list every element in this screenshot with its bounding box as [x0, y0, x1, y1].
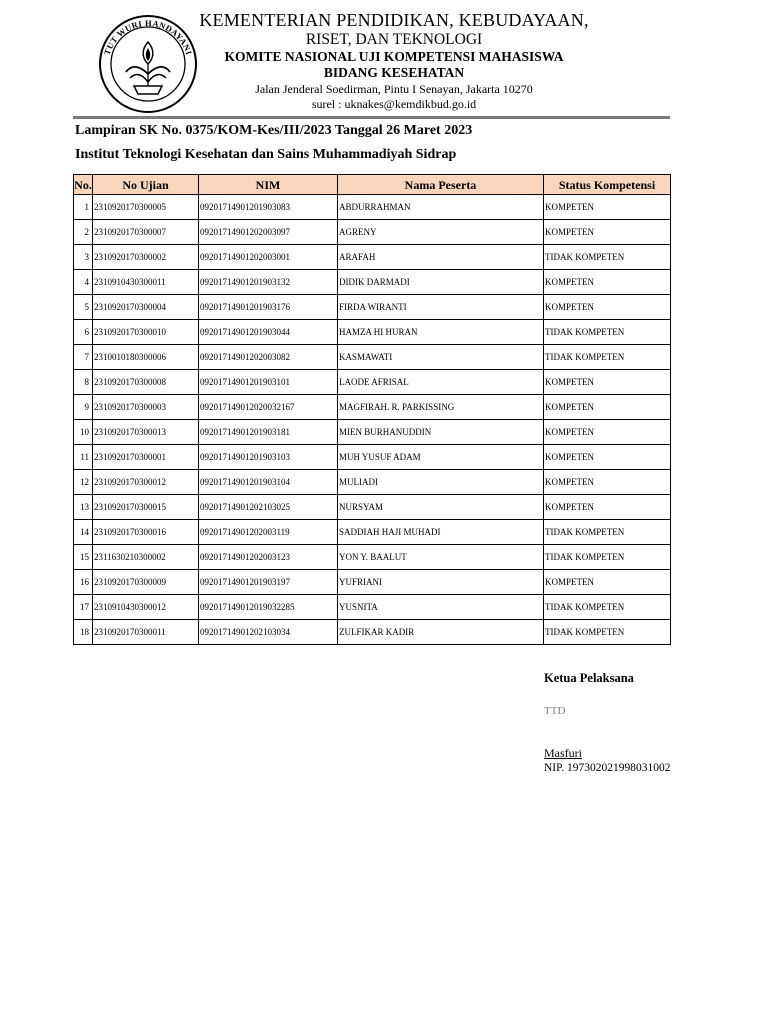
- cell-no: 16: [74, 570, 93, 595]
- signature-ttd: TTD: [544, 705, 566, 717]
- cell-status: KOMPETEN: [544, 195, 671, 220]
- cell-nama: MIEN BURHANUDDIN: [338, 420, 544, 445]
- cell-no: 2: [74, 220, 93, 245]
- cell-no: 17: [74, 595, 93, 620]
- cell-status: KOMPETEN: [544, 420, 671, 445]
- cell-status: TIDAK KOMPETEN: [544, 520, 671, 545]
- cell-nama: YUSNITA: [338, 595, 544, 620]
- cell-no: 11: [74, 445, 93, 470]
- cell-nama: ABDURRAHMAN: [338, 195, 544, 220]
- cell-nim: 09201714901202003082: [199, 345, 338, 370]
- cell-status: TIDAK KOMPETEN: [544, 545, 671, 570]
- cell-no: 5: [74, 295, 93, 320]
- table-row: [74, 370, 671, 395]
- cell-nim: 09201714901201903101: [199, 370, 338, 395]
- cell-nim: 09201714901201903132: [199, 270, 338, 295]
- cell-status: KOMPETEN: [544, 445, 671, 470]
- col-header-no-ujian: No Ujian: [93, 175, 199, 195]
- cell-status: KOMPETEN: [544, 270, 671, 295]
- cell-status: TIDAK KOMPETEN: [544, 595, 671, 620]
- table-row: [74, 395, 671, 420]
- cell-nim: 09201714901201903104: [199, 470, 338, 495]
- cell-nim: 09201714901202103034: [199, 620, 338, 645]
- table-row: [74, 295, 671, 320]
- committee-name: KOMITE NASIONAL UJI KOMPETENSI MAHASISWA: [224, 49, 564, 64]
- cell-nim: 09201714901201903197: [199, 570, 338, 595]
- signature-title: Ketua Pelaksana: [544, 671, 634, 685]
- cell-nama: LAODE AFRISAL: [338, 370, 544, 395]
- col-header-nama: Nama Peserta: [338, 175, 544, 195]
- email: surel : uknakes@kemdikbud.go.id: [311, 97, 477, 111]
- cell-no: 10: [74, 420, 93, 445]
- cell-status: TIDAK KOMPETEN: [544, 245, 671, 270]
- table-row: [74, 245, 671, 270]
- cell-no-ujian: 2310920170300010: [93, 320, 199, 345]
- table-header-row: [74, 175, 671, 195]
- table-row: [74, 620, 671, 645]
- table-row: [74, 570, 671, 595]
- cell-nama: NURSYAM: [338, 495, 544, 520]
- cell-no: 4: [74, 270, 93, 295]
- cell-nama: SADDIAH HAJI MUHADI: [338, 520, 544, 545]
- table-row: [74, 270, 671, 295]
- decree-reference: Lampiran SK No. 0375/KOM-Kes/III/2023 Tanggal 26 Maret 2023: [75, 123, 473, 138]
- header-divider: [73, 116, 670, 119]
- cell-no-ujian: 2310920170300015: [93, 495, 199, 520]
- cell-nim: 092017149012020032167: [199, 395, 338, 420]
- cell-status: KOMPETEN: [544, 570, 671, 595]
- table-row: [74, 595, 671, 620]
- cell-no-ujian: 2310910430300012: [93, 595, 199, 620]
- cell-status: KOMPETEN: [544, 470, 671, 495]
- svg-text:TUT WURI HANDAYANI: TUT WURI HANDAYANI: [101, 17, 195, 57]
- cell-no-ujian: 2310010180300006: [93, 345, 199, 370]
- institution-name: Institut Teknologi Kesehatan dan Sains Muhammadiyah Sidrap: [75, 147, 457, 162]
- cell-no-ujian: 2310920170300012: [93, 470, 199, 495]
- cell-nama: ARAFAH: [338, 245, 544, 270]
- cell-no: 8: [74, 370, 93, 395]
- cell-no-ujian: 2310920170300003: [93, 395, 199, 420]
- cell-no-ujian: 2310910430300011: [93, 270, 199, 295]
- cell-nama: HAMZA HI HURAN: [338, 320, 544, 345]
- cell-status: KOMPETEN: [544, 370, 671, 395]
- cell-no-ujian: 2311630210300002: [93, 545, 199, 570]
- cell-nim: 09201714901202003097: [199, 220, 338, 245]
- cell-no-ujian: 2310920170300002: [93, 245, 199, 270]
- cell-no-ujian: 2310920170300016: [93, 520, 199, 545]
- table-row: [74, 420, 671, 445]
- cell-nim: 09201714901202103025: [199, 495, 338, 520]
- table-row: [74, 495, 671, 520]
- participant-table: [73, 174, 671, 645]
- ministry-name-line2: RISET, DAN TEKNOLOGI: [305, 31, 483, 48]
- cell-nim: 09201714901201903044: [199, 320, 338, 345]
- cell-nim: 09201714901201903083: [199, 195, 338, 220]
- cell-no: 6: [74, 320, 93, 345]
- cell-nama: DIDIK DARMADI: [338, 270, 544, 295]
- cell-nama: FIRDA WIRANTI: [338, 295, 544, 320]
- cell-no-ujian: 2310920170300004: [93, 295, 199, 320]
- table-row: [74, 220, 671, 245]
- cell-nama: YUFRIANI: [338, 570, 544, 595]
- cell-nim: 09201714901202003119: [199, 520, 338, 545]
- cell-no: 7: [74, 345, 93, 370]
- cell-status: KOMPETEN: [544, 220, 671, 245]
- table-row: [74, 445, 671, 470]
- cell-nim: 09201714901201903103: [199, 445, 338, 470]
- cell-status: TIDAK KOMPETEN: [544, 320, 671, 345]
- cell-nama: MAGFIRAH. R. PARKISSING: [338, 395, 544, 420]
- cell-nim: 09201714901201903176: [199, 295, 338, 320]
- cell-no-ujian: 2310920170300009: [93, 570, 199, 595]
- cell-no: 15: [74, 545, 93, 570]
- cell-no-ujian: 2310920170300007: [93, 220, 199, 245]
- cell-no: 18: [74, 620, 93, 645]
- cell-no: 13: [74, 495, 93, 520]
- cell-status: KOMPETEN: [544, 495, 671, 520]
- signatory-nip: NIP. 197302021998031002: [544, 762, 671, 774]
- cell-no: 12: [74, 470, 93, 495]
- cell-nama: AGRENY: [338, 220, 544, 245]
- cell-status: KOMPETEN: [544, 295, 671, 320]
- cell-nama: MUH YUSUF ADAM: [338, 445, 544, 470]
- cell-no-ujian: 2310920170300011: [93, 620, 199, 645]
- cell-no-ujian: 2310920170300005: [93, 195, 199, 220]
- table-row: [74, 320, 671, 345]
- field-name: BIDANG KESEHATAN: [323, 65, 465, 80]
- signatory-name: Masfuri: [544, 746, 582, 760]
- cell-status: TIDAK KOMPETEN: [544, 620, 671, 645]
- cell-no-ujian: 2310920170300008: [93, 370, 199, 395]
- address: Jalan Jenderal Soedirman, Pintu I Senayan, Jakarta 10270: [255, 82, 533, 96]
- cell-status: KOMPETEN: [544, 395, 671, 420]
- cell-nama: YON Y. BAALUT: [338, 545, 544, 570]
- cell-no: 1: [74, 195, 93, 220]
- col-header-nim: NIM: [199, 175, 338, 195]
- cell-no: 14: [74, 520, 93, 545]
- cell-nama: MULIADI: [338, 470, 544, 495]
- cell-status: TIDAK KOMPETEN: [544, 345, 671, 370]
- cell-nim: 09201714901202003001: [199, 245, 338, 270]
- table-row: [74, 545, 671, 570]
- table-row: [74, 520, 671, 545]
- cell-no-ujian: 2310920170300013: [93, 420, 199, 445]
- letterhead: [0, 0, 768, 120]
- cell-nim: 092017149012019032285: [199, 595, 338, 620]
- table-row: [74, 195, 671, 220]
- table-row: [74, 470, 671, 495]
- cell-nama: KASMAWATI: [338, 345, 544, 370]
- cell-nim: 09201714901202003123: [199, 545, 338, 570]
- table-row: [74, 345, 671, 370]
- cell-no-ujian: 2310920170300001: [93, 445, 199, 470]
- cell-no: 3: [74, 245, 93, 270]
- cell-nim: 09201714901201903181: [199, 420, 338, 445]
- cell-no: 9: [74, 395, 93, 420]
- ministry-name-line1: KEMENTERIAN PENDIDIKAN, KEBUDAYAAN,: [199, 10, 589, 30]
- col-header-status: Status Kompetensi: [544, 175, 671, 195]
- col-header-no: No.: [74, 175, 93, 195]
- cell-nama: ZULFIKAR KADIR: [338, 620, 544, 645]
- tut-wuri-handayani-logo: [96, 12, 200, 116]
